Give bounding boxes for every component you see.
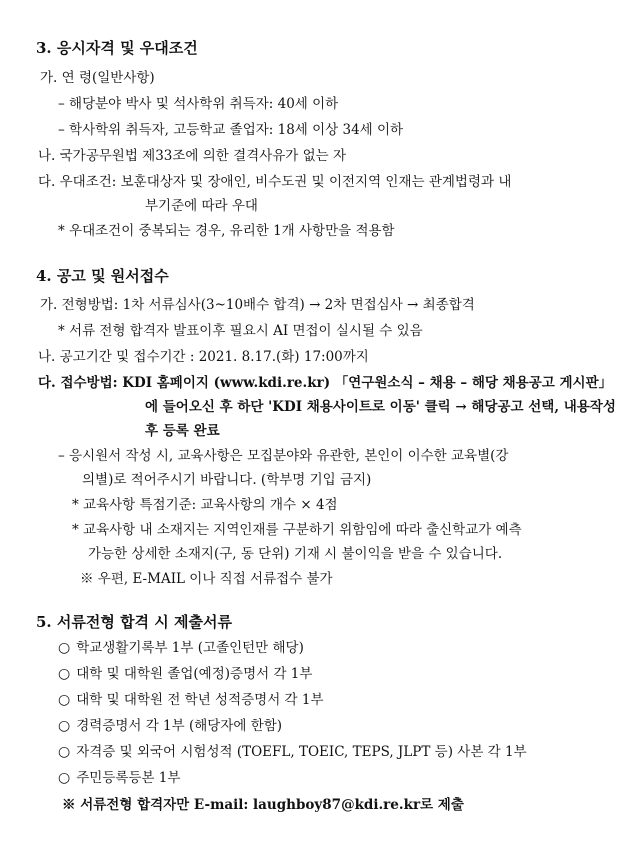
document-item-label: 대학 및 대학원 졸업(예정)증명서 각 1부 xyxy=(76,666,313,682)
preference-line-1: 다. 우대조건: 보훈대상자 및 장애인, 비수도권 및 이전지역 인재는 관계법령과 내 xyxy=(38,174,512,190)
circle-bullet-icon: ○ xyxy=(58,744,71,760)
circle-bullet-icon: ○ xyxy=(58,718,71,734)
submission-email-note: ※ 서류전형 합격자만 E-mail: laughboy87@kdi.re.kr로 제출 xyxy=(62,797,464,813)
education-score-note: * 교육사항 특점기준: 교육사항의 개수 × 4점 xyxy=(72,497,338,513)
document-item-label: 경력증명서 각 1부 (해당자에 한함) xyxy=(76,718,283,734)
age-rule-graduate: – 해당분야 박사 및 석사학위 취득자: 40세 이하 xyxy=(58,96,339,112)
application-period: 나. 공고기간 및 접수기간 : 2021. 8.17.(화) 17:00까지 xyxy=(38,349,369,365)
section-4-heading: 4. 공고 및 원서접수 xyxy=(36,267,169,285)
list-item xyxy=(58,717,282,735)
location-note-line-1: * 교육사항 내 소재지는 지역인재를 구분하기 위함임에 따라 출신학교가 예측 xyxy=(72,522,522,538)
ai-interview-note: * 서류 전형 합격자 발표이후 필요시 AI 면접이 실시될 수 있음 xyxy=(58,323,423,339)
list-item xyxy=(58,639,304,657)
application-method-line-3: 후 등록 완료 xyxy=(145,423,220,439)
list-item xyxy=(58,691,324,709)
section-5-heading: 5. 서류전형 합격 시 제출서류 xyxy=(36,613,232,631)
circle-bullet-icon: ○ xyxy=(58,640,71,656)
location-note-line-2: 가능한 상세한 소재지(구, 동 단위) 기재 시 불이익을 받을 수 있습니다. xyxy=(88,546,503,562)
application-method-line-1: 다. 접수방법: KDI 홈페이지 (www.kdi.re.kr) 「연구원소식 – 채용 – 해당 채용공고 게시판」 xyxy=(38,375,613,391)
document-item-label: 대학 및 대학원 전 학년 성적증명서 각 1부 xyxy=(76,692,324,708)
circle-bullet-icon: ○ xyxy=(58,666,71,682)
preference-note: * 우대조건이 중복되는 경우, 유리한 1개 사항만을 적용함 xyxy=(58,223,395,239)
list-item xyxy=(58,769,180,787)
education-instruction-line-1: – 응시원서 작성 시, 교육사항은 모집분야와 유관한, 본인이 이수한 교육별(강 xyxy=(58,448,509,464)
list-item xyxy=(58,743,527,761)
education-instruction-line-2: 의별)로 적어주시기 바랍니다. (학부명 기입 금지) xyxy=(82,472,372,488)
document-item-label: 주민등록등본 1부 xyxy=(76,770,181,786)
list-item xyxy=(58,665,312,683)
selection-method: 가. 전형방법: 1차 서류심사(3~10배수 합격) → 2차 면접심사 → 최종합격 xyxy=(40,297,475,313)
circle-bullet-icon: ○ xyxy=(58,692,71,708)
age-rule-undergrad: – 학사학위 취득자, 고등학교 졸업자: 18세 이상 34세 이하 xyxy=(58,122,404,138)
application-method-line-2: 에 들어오신 후 하단 'KDI 채용사이트로 이동' 클릭 → 해당공고 선택, 내용작성 xyxy=(145,399,616,415)
age-label: 가. 연 령(일반사항) xyxy=(40,70,155,86)
submission-restriction-note: ※ 우편, E-MAIL 이나 직접 서류접수 불가 xyxy=(80,571,333,587)
preference-line-2: 부기준에 따라 우대 xyxy=(145,198,258,214)
section-3-heading: 3. 응시자격 및 우대조건 xyxy=(36,39,198,57)
document-item-label: 자격증 및 외국어 시험성적 (TOEFL, TOEIC, TEPS, JLPT 등) 사본 각 1부 xyxy=(76,744,527,760)
disqualification-rule: 나. 국가공무원법 제33조에 의한 결격사유가 없는 자 xyxy=(38,148,347,164)
document-item-label: 학교생활기록부 1부 (고졸인턴만 해당) xyxy=(76,640,304,656)
circle-bullet-icon: ○ xyxy=(58,770,71,786)
